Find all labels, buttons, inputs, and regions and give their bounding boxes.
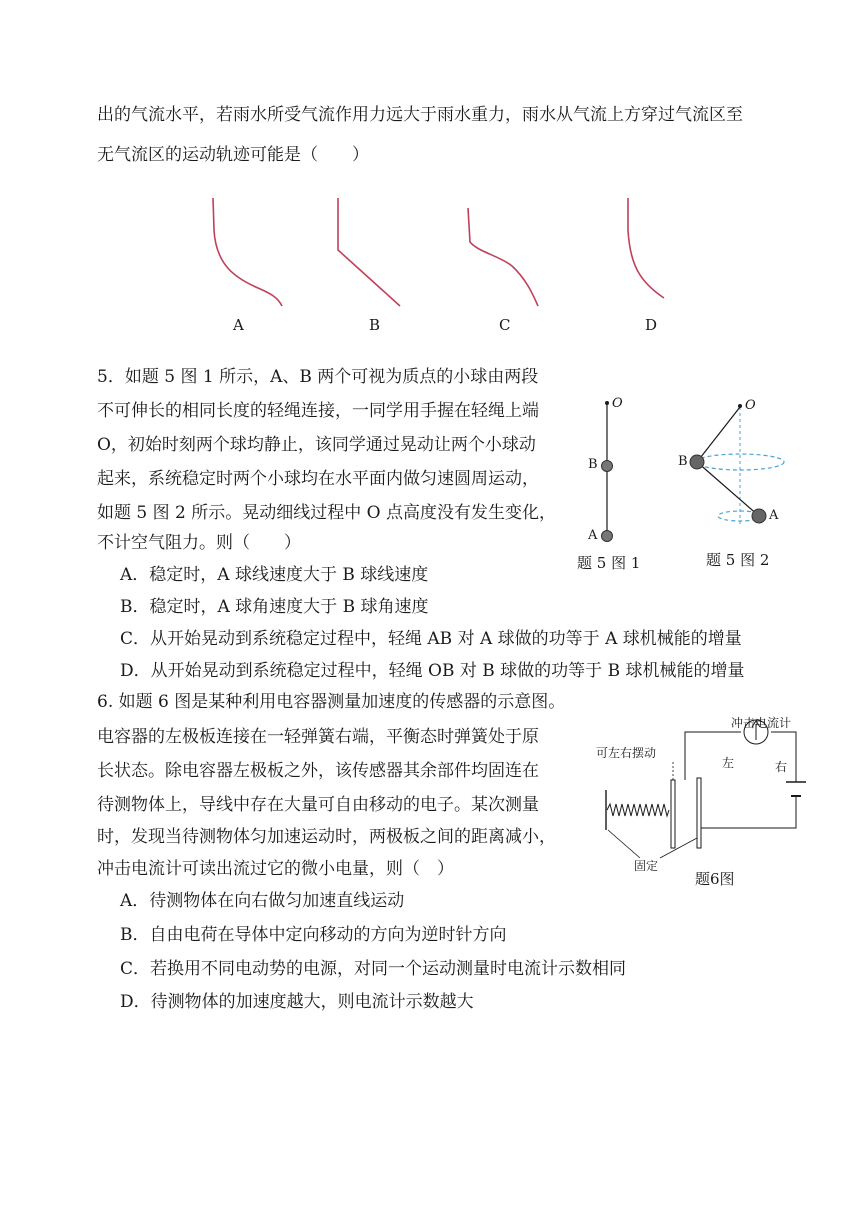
q6-line-1: 6. 如题 6 图是某种利用电容器测量加速度的传感器的示意图。 xyxy=(97,692,566,712)
option-label-d: D xyxy=(645,316,658,334)
trajectory-c-curve xyxy=(468,208,538,306)
q6-option-b: B．自由电荷在导体中定向移动的方向为逆时针方向 xyxy=(120,925,507,945)
q5-line-4: 起来，系统稳定时两个小球均在水平面内做匀速圆周运动， xyxy=(97,469,539,489)
q6-line-2: 电容器的左极板连接在一轻弹簧右端，平衡态时弹簧处于原 xyxy=(97,727,539,747)
spring xyxy=(607,804,669,816)
fig1-label-a: A xyxy=(588,528,598,543)
movable-plate xyxy=(671,780,675,848)
q6-line-5: 时，发现当待测物体匀加速运动时，两极板之间的距离减小， xyxy=(97,827,556,847)
q5-option-a: A．稳定时，A 球线速度大于 B 球线速度 xyxy=(120,565,429,585)
left-label: 左 xyxy=(722,756,735,770)
galvanometer-label: 冲击电流计 xyxy=(731,716,792,730)
q6-line-6: 冲击电流计可读出流过它的微小电量，则（ ） xyxy=(97,859,454,879)
q6-line-4: 待测物体上，导线中存在大量可自由移动的电子。某次测量 xyxy=(97,795,539,815)
q5-option-c: C．从开始晃动到系统稳定过程中，轻绳 AB 对 A 球做的功等于 A 球机械能的增量 xyxy=(120,629,742,649)
q6-line-3: 长状态。除电容器左极板之外，该传感器其余部件均固连在 xyxy=(97,761,539,781)
q6-sensor-diagram xyxy=(0,710,868,890)
q6-option-d: D．待测物体的加速度越大，则电流计示数越大 xyxy=(120,992,474,1012)
ball-b xyxy=(690,455,704,469)
q4-text-line-2: 无气流区的运动轨迹可能是（ ） xyxy=(97,145,369,165)
fixed-plate xyxy=(697,778,701,848)
q5-option-d: D．从开始晃动到系统稳定过程中，轻绳 OB 对 B 球做的功等于 B 球机械能的增量 xyxy=(120,661,745,681)
right-label: 右 xyxy=(775,760,788,774)
trajectory-b-curve xyxy=(338,198,400,306)
option-label-a: A xyxy=(233,316,244,334)
fig6-caption: 题6图 xyxy=(695,870,735,888)
pivot-o-point xyxy=(738,404,742,408)
q5-option-b: B．稳定时，A 球角速度大于 B 球角速度 xyxy=(120,597,429,617)
q6-option-a: A．待测物体在向右做匀加速直线运动 xyxy=(120,891,405,911)
option-label-b: B xyxy=(369,316,381,334)
fig1-label-b: B xyxy=(588,457,598,472)
trajectory-d-curve xyxy=(628,198,664,298)
q5-figure-2 xyxy=(0,395,868,555)
q5-line-6: 不计空气阻力。则（ ） xyxy=(97,533,301,553)
q5-line-5: 如题 5 图 2 所示。晃动细线过程中 O 点高度没有发生变化， xyxy=(97,503,556,523)
trajectory-a-curve xyxy=(213,198,282,306)
fig1-caption: 题 5 图 1 xyxy=(577,554,641,572)
q4-trajectory-figures xyxy=(0,190,868,330)
fig2-caption: 题 5 图 2 xyxy=(706,551,770,569)
q5-line-1: 5．如题 5 图 1 所示，A、B 两个可视为质点的小球由两段 xyxy=(97,367,539,387)
movable-plate-label: 可左右摆动 xyxy=(596,746,657,760)
q5-line-2: 不可伸长的相同长度的轻绳连接，一同学用手握在轻绳上端 xyxy=(97,401,539,421)
q6-option-c: C．若换用不同电动势的电源，对同一个运动测量时电流计示数相同 xyxy=(120,959,627,979)
fig2-label-o: O xyxy=(745,398,756,413)
q5-line-3: O，初始时刻两个球均静止，该同学通过晃动让两个小球动 xyxy=(97,435,536,455)
ball-a xyxy=(752,509,766,523)
fig1-label-o: O xyxy=(612,396,623,411)
fixed-label: 固定 xyxy=(634,859,659,873)
fig2-label-b: B xyxy=(678,454,688,469)
option-label-c: C xyxy=(499,316,511,334)
fig2-label-a: A xyxy=(769,508,779,523)
q4-text-line-1: 出的气流水平，若雨水所受气流作用力远大于雨水重力，雨水从气流上方穿过气流区至 xyxy=(97,105,743,125)
